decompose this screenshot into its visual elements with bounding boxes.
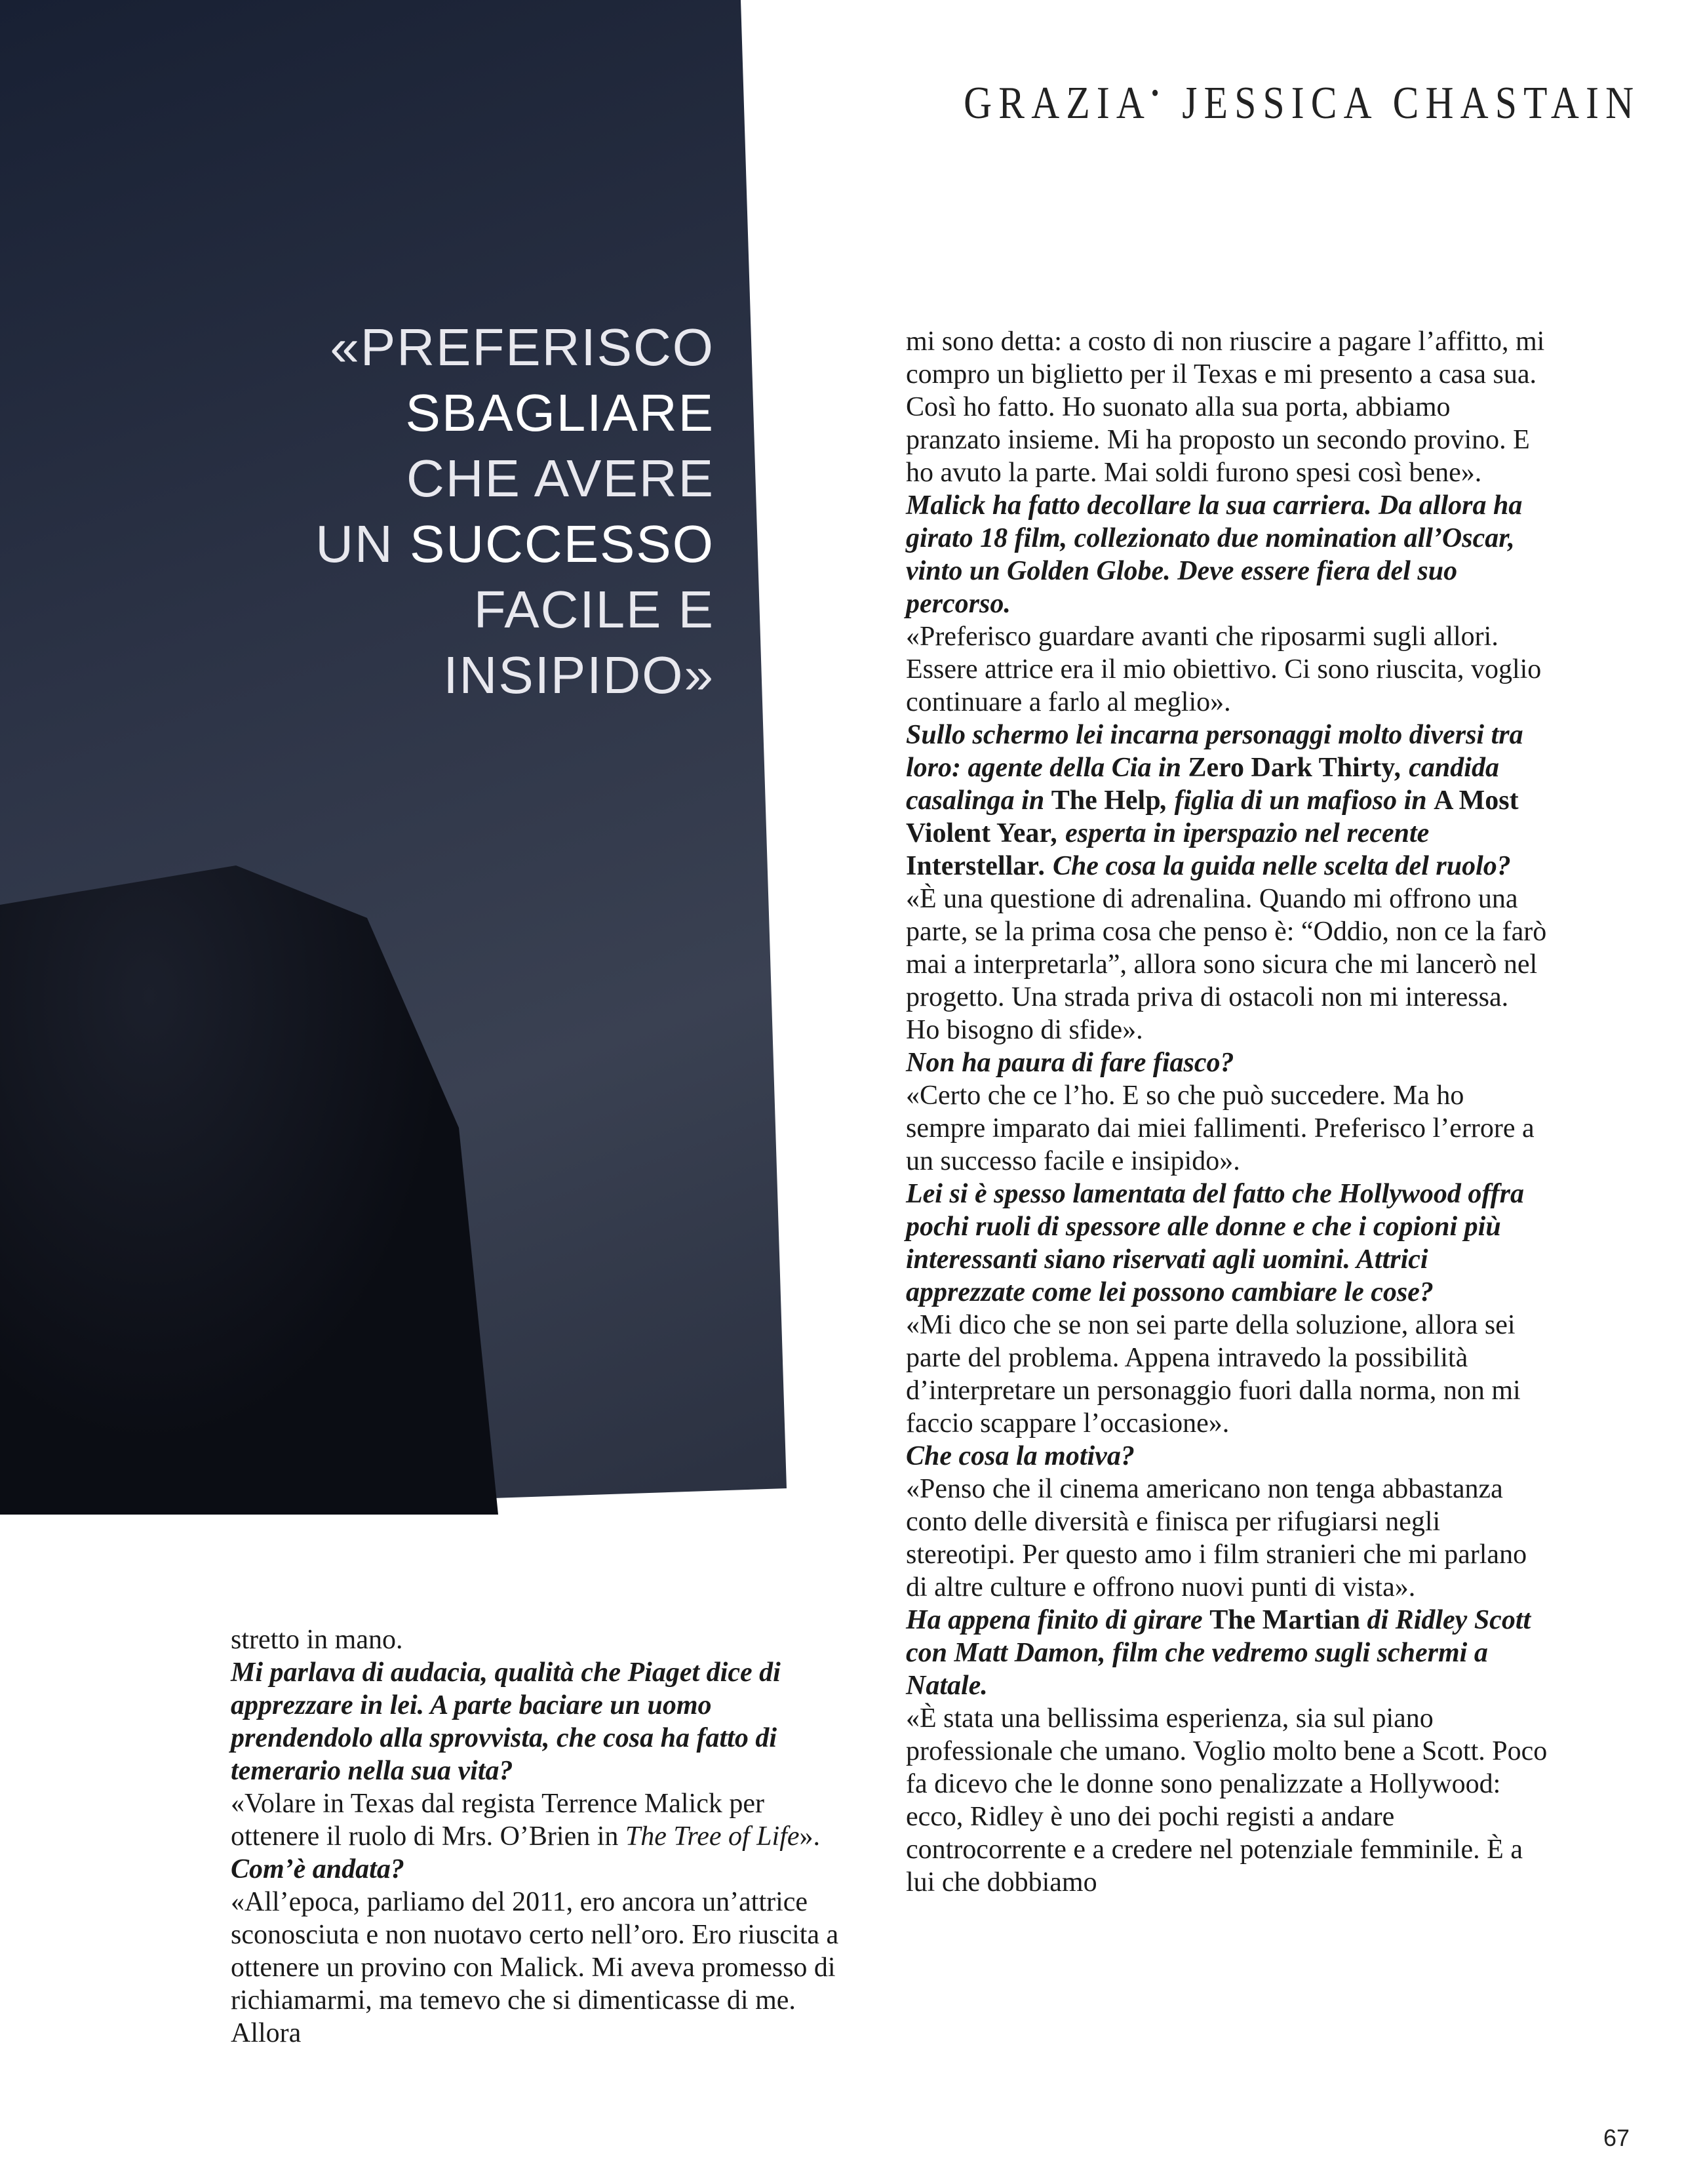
pull-line: CHE AVERE: [406, 449, 714, 507]
question: Ha appena finito di girare The Martian di Ridley Scott con Matt Damon, film che vedremo sugli schermi a Natale.: [906, 1605, 1531, 1701]
text-column-right: [906, 325, 1548, 1899]
page-number: 67: [1603, 2124, 1630, 2151]
question: Mi parlava di audacia, qualità che Piaget dice di apprezzare in lei. A parte baciare un uomo prendendolo alla sprovvista, che cosa ha fatto di temerario nella sua vita?: [231, 1658, 781, 1786]
answer: mi sono detta: a costo di non riuscire a pagare l’affitto, mi compro un biglietto per il Texas e mi presento a casa sua. Così ho fatto. Ho suonato alla sua porta, abbiamo pranzato insieme. Mi ha proposto un secondo provino. E ho avuto la parte. Mai soldi furono spesi così bene».: [906, 327, 1545, 488]
question: Lei si è spesso lamentata del fatto che Hollywood offra pochi ruoli di spessore alle donne e che i copioni più interessanti siano riservati agli uomini. Attrici apprezzate come lei possono cambiare le cose?: [906, 1179, 1524, 1307]
answer: stretto in mano.: [231, 1625, 403, 1655]
pull-quote: [262, 315, 714, 708]
pull-line: INSIPIDO»: [443, 646, 714, 704]
header-subject: JESSICA CHASTAIN: [1182, 78, 1640, 129]
answer: «Penso che il cinema americano non tenga abbastanza conto delle diversità e finisca per rifugiarsi negli stereotipi. Per questo amo i film stranieri che mi parlano di altre culture e offrono nuovi punti di vista».: [906, 1474, 1527, 1602]
text-column-left: [231, 1623, 840, 2050]
header-dot: •: [1150, 78, 1165, 108]
question: Com’è andata?: [231, 1854, 404, 1884]
pull-line: FACILE E: [473, 580, 714, 639]
running-header: [964, 77, 1640, 130]
question: Sullo schermo lei incarna personaggi molto diversi tra loro: agente della Cia in Zero Dark Thirty, candida casalinga in The Help, figlia di un mafioso in A Most Violent Year, esperta in iperspazio nel recente Interstellar. Che cosa la guida nelle scelta del ruolo?: [906, 720, 1523, 881]
answer: «All’epoca, parliamo del 2011, ero ancora un’attrice sconosciuta e non nuotavo certo nell’oro. Ero riuscita a ottenere un provino con Malick. Mi aveva promesso di richiamarmi, ma temevo che si dimenticasse di me. Allora: [231, 1887, 839, 2048]
pull-line: «PREFERISCO: [330, 318, 714, 376]
answer: «È stata una bellissima esperienza, sia sul piano professionale che umano. Voglio molto bene a Scott. Poco fa dicevo che le donne sono penalizzate a Hollywood: ecco, Ridley è uno dei pochi registi a andare controcorrente e a credere nel potenziale femminile. È a lui che dobbiamo: [906, 1703, 1548, 1897]
pull-line: UN: [315, 515, 410, 573]
pull-line: SUCCESSO: [410, 515, 714, 573]
question: Che cosa la motiva?: [906, 1441, 1135, 1471]
answer: «Preferisco guardare avanti che riposarmi sugli allori. Essere attrice era il mio obiettivo. Ci sono riuscita, voglio continuare a farlo al meglio».: [906, 622, 1542, 717]
question: Malick ha fatto decollare la sua carriera. Da allora ha girato 18 film, collezionato due nomination all’Oscar, vinto un Golden Globe. Deve essere fiera del suo percorso.: [906, 490, 1523, 619]
answer: «Mi dico che se non sei parte della soluzione, allora sei parte del problema. Appena intravedo la possibilità d’interpretare un personaggio fuori dalla norma, non mi faccio scappare l’occasione».: [906, 1310, 1521, 1439]
magazine-name: GRAZIA: [963, 78, 1151, 129]
answer: «Volare in Texas dal regista Terrence Malick per ottenere il ruolo di Mrs. O’Brien in The Tree of Life».: [231, 1789, 821, 1852]
pull-line: SBAGLIARE: [405, 384, 714, 442]
answer: «Certo che ce l’ho. E so che può succedere. Ma ho sempre imparato dai miei fallimenti. Preferisco l’errore a un successo facile e insipido».: [906, 1081, 1535, 1176]
question: Non ha paura di fare fiasco?: [906, 1048, 1234, 1078]
answer: «È una questione di adrenalina. Quando mi offrono una parte, se la prima cosa che penso è: “Oddio, non ce la farò mai a interpretarla”, allora sono sicura che mi lancerò nel progetto. Una strada priva di ostacoli non mi interessa. Ho bisogno di sfide».: [906, 884, 1547, 1045]
